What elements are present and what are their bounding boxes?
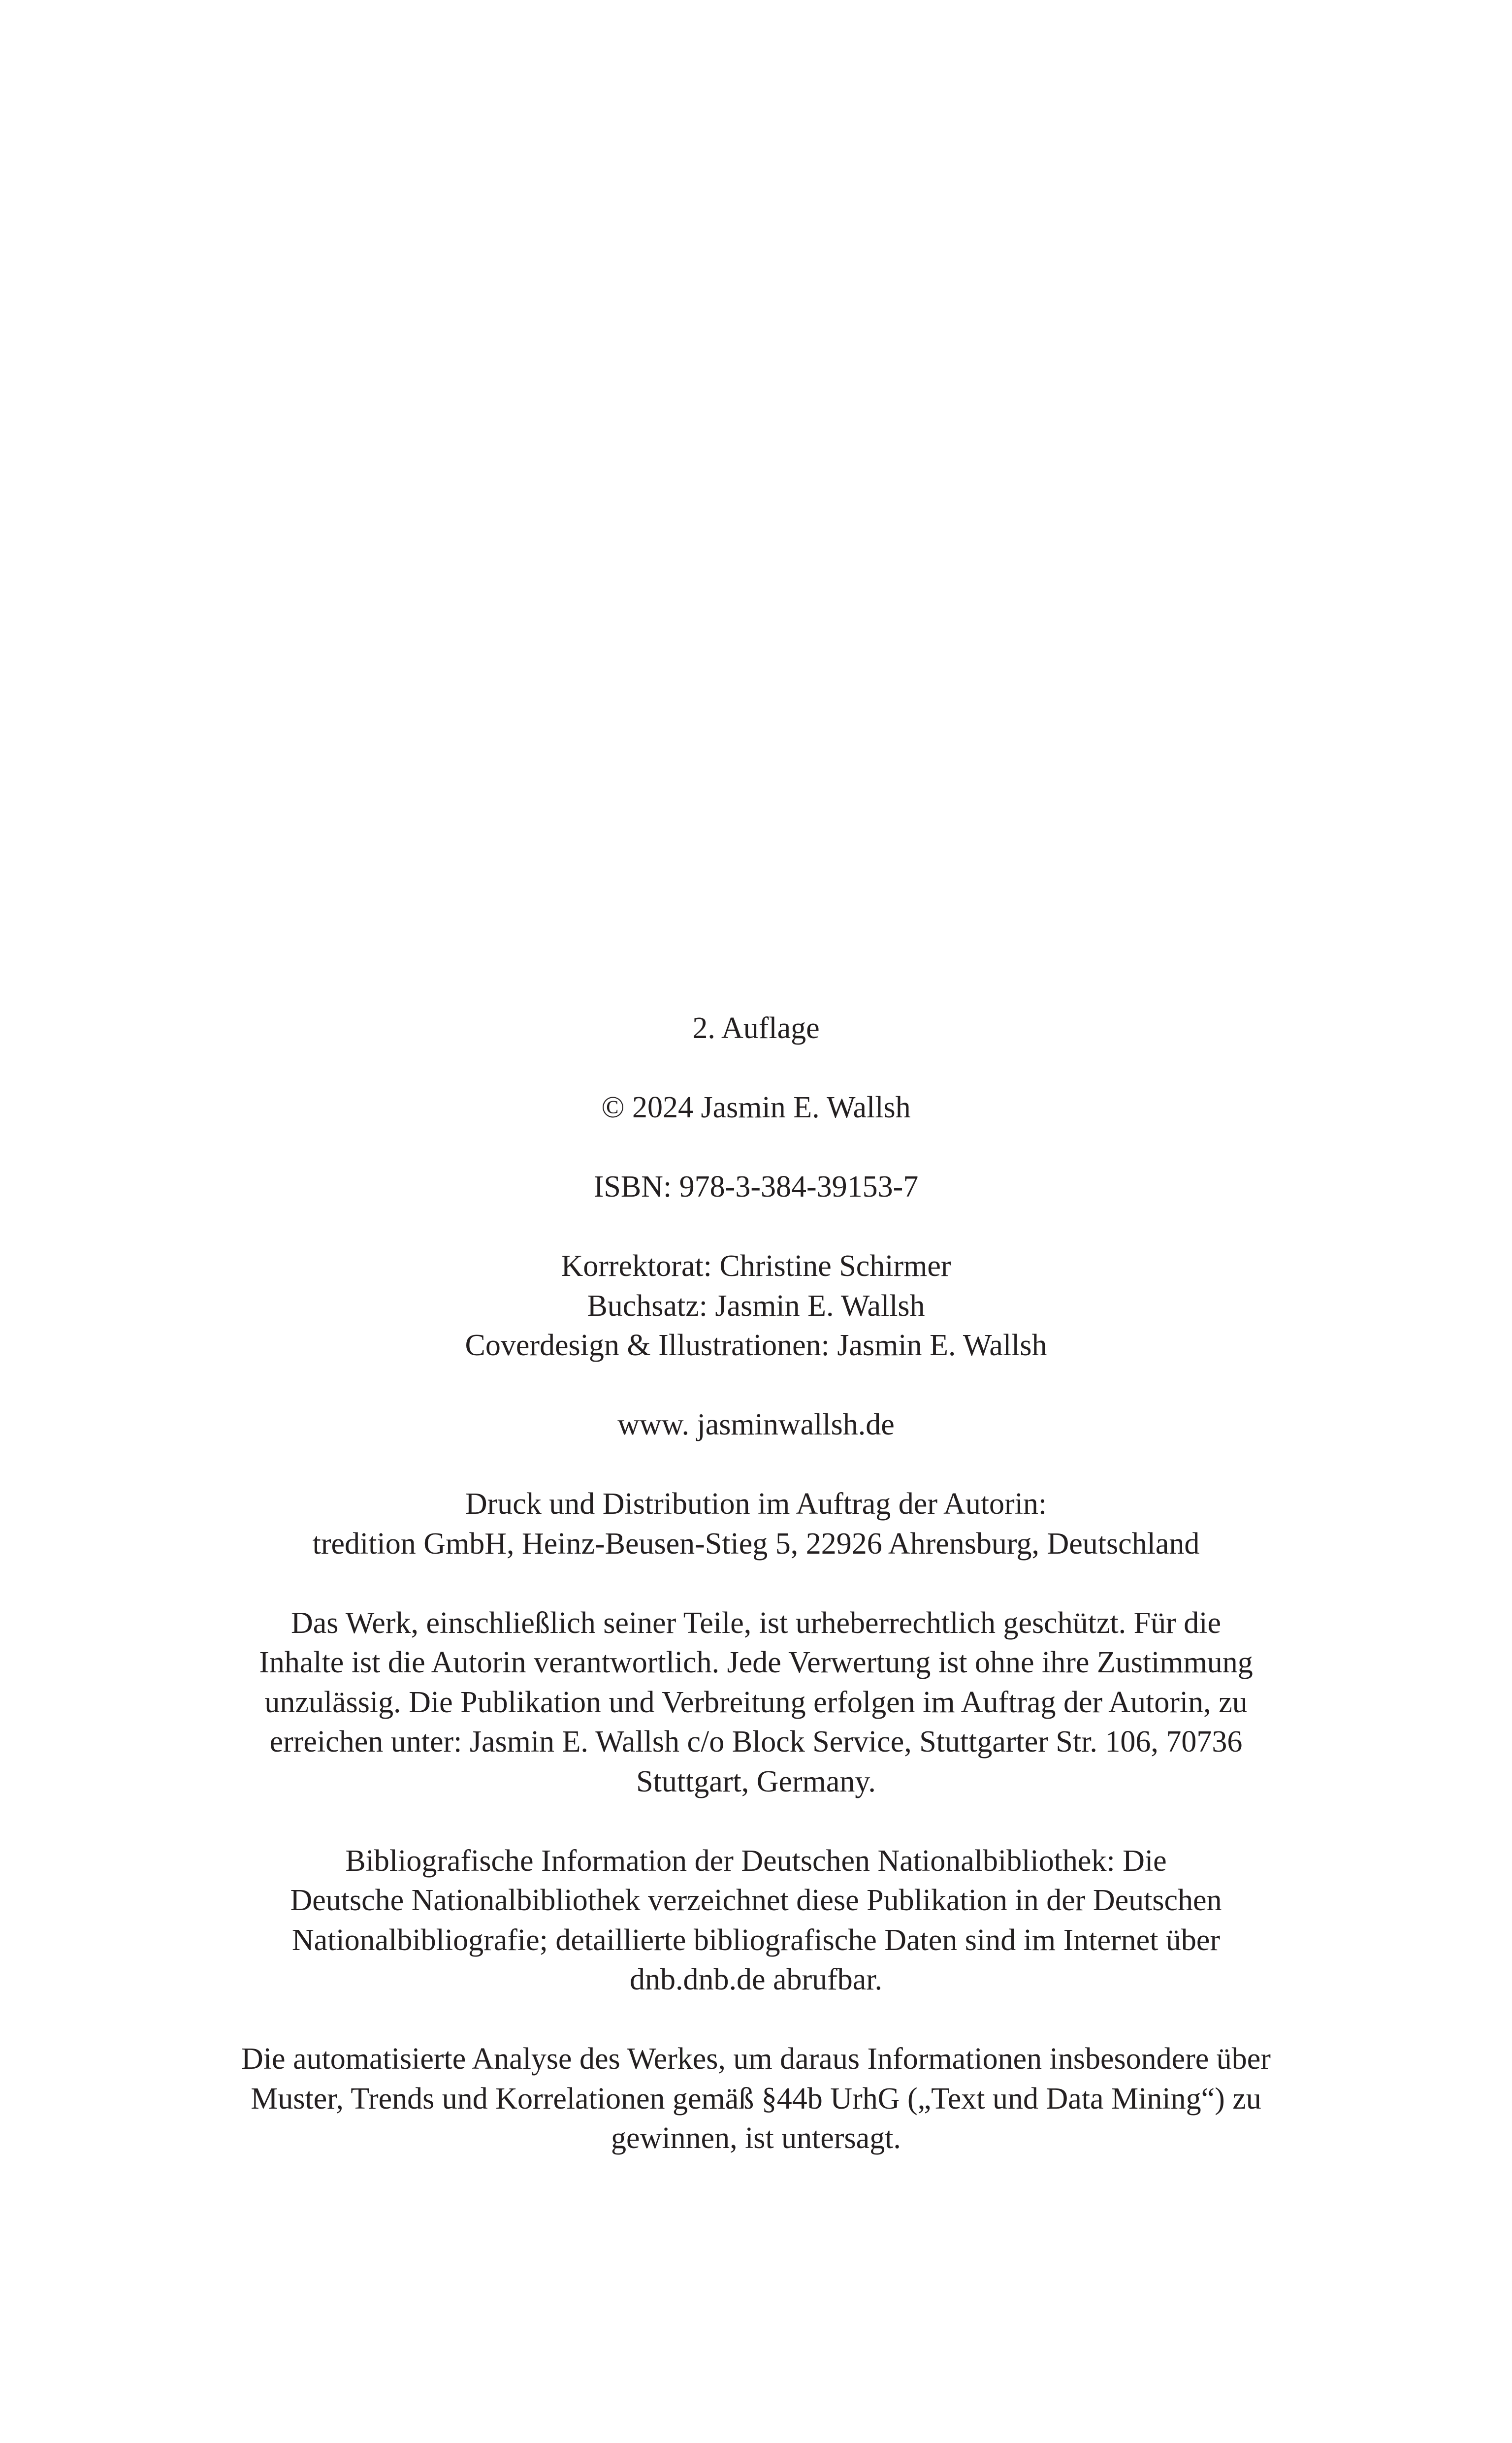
isbn xyxy=(167,1167,1345,1207)
text-mining-line: Muster, Trends und Korrelationen gemäß §44b UrhG („Text und Data Mining“) zu xyxy=(251,2082,1261,2116)
distribution xyxy=(167,1484,1345,1564)
text-mining-line: Die automatisierte Analyse des Werkes, um daraus Informationen insbesondere über xyxy=(241,2042,1271,2076)
copyright-line: © 2024 Jasmin E. Wallsh xyxy=(601,1091,911,1124)
edition-line: 2. Auflage xyxy=(692,1011,820,1045)
website xyxy=(167,1405,1345,1445)
credit-typesetting: Buchsatz: Jasmin E. Wallsh xyxy=(587,1289,925,1323)
bibliographic-notice xyxy=(167,1841,1345,2000)
isbn-line: ISBN: 978-3-384-39153-7 xyxy=(593,1170,919,1204)
rights-line: Das Werk, einschließlich seiner Teile, ist urheberrechtlich geschützt. Für die xyxy=(290,1606,1222,1640)
imprint-text xyxy=(167,1009,1345,2158)
rights-line: Inhalte ist die Autorin verantwortlich. Jede Verwertung ist ohne ihre Zustimmung xyxy=(259,1646,1253,1679)
credits xyxy=(167,1246,1345,1366)
text-mining-notice xyxy=(167,2039,1345,2158)
bibliographic-line: Bibliografische Information der Deutschen Nationalbibliothek: Die xyxy=(345,1844,1167,1878)
rights-line: erreichen unter: Jasmin E. Wallsh c/o Block Service, Stuttgarter Str. 106, 70736 xyxy=(269,1725,1243,1759)
credit-cover-design: Coverdesign & Illustrationen: Jasmin E. Wallsh xyxy=(465,1329,1047,1362)
text-mining-line: gewinnen, ist untersagt. xyxy=(611,2121,901,2155)
bibliographic-line: Deutsche Nationalbibliothek verzeichnet diese Publikation in der Deutschen xyxy=(290,1884,1222,1917)
credit-proofreading: Korrektorat: Christine Schirmer xyxy=(561,1249,951,1283)
distribution-line: Druck und Distribution im Auftrag der Autorin: xyxy=(465,1487,1047,1521)
website-line: www. jasminwallsh.de xyxy=(617,1408,895,1441)
rights-line: unzulässig. Die Publikation und Verbreitung erfolgen im Auftrag der Autorin, zu xyxy=(264,1685,1248,1719)
distribution-line: tredition GmbH, Heinz-Beusen-Stieg 5, 22926 Ahrensburg, Deutschland xyxy=(312,1527,1200,1561)
rights-line: Stuttgart, Germany. xyxy=(636,1764,876,1798)
copyright-notice xyxy=(167,1088,1345,1128)
rights-notice xyxy=(167,1603,1345,1802)
edition xyxy=(167,1009,1345,1048)
bibliographic-line: dnb.dnb.de abrufbar. xyxy=(629,1963,883,1996)
bibliographic-line: Nationalbibliografie; detaillierte bibliografische Daten sind im Internet über xyxy=(291,1923,1221,1957)
